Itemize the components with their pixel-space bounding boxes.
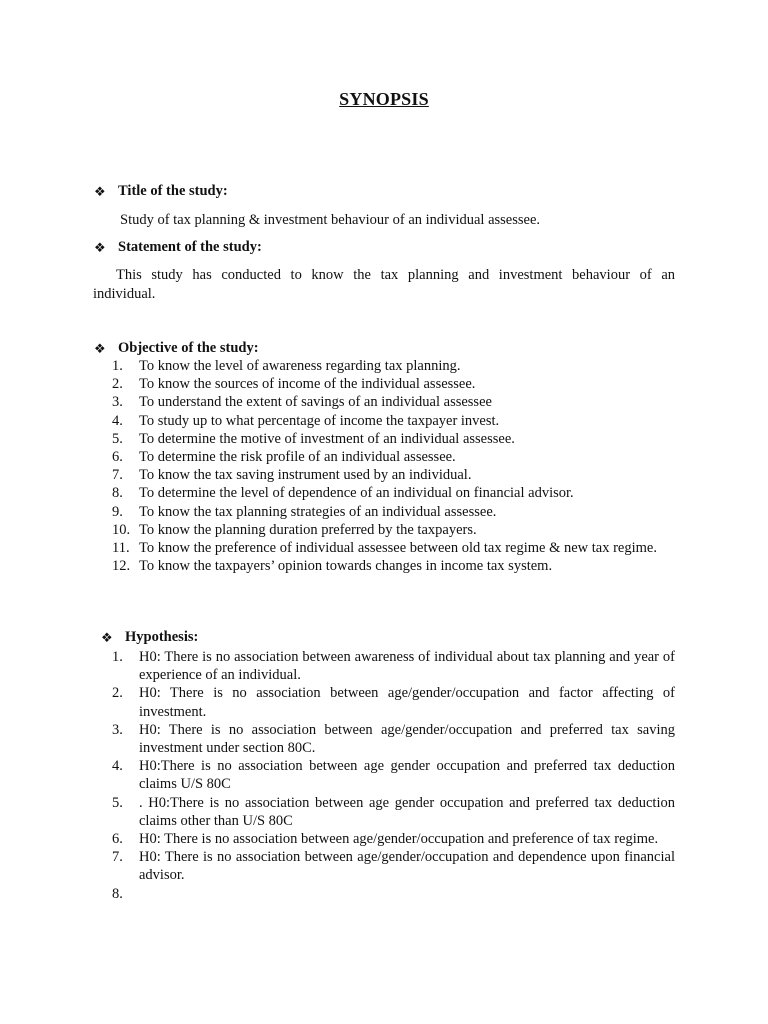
objective-item — [112, 503, 675, 521]
list-item-text: To know the planning duration preferred by the taxpayers. — [139, 521, 477, 538]
objective-item — [112, 484, 675, 502]
list-item-text: H0: There is no association between age/gender/occupation and factor affecting of investment. — [139, 685, 675, 720]
heading-text: Hypothesis: — [125, 629, 199, 645]
list-item-number: 8. — [112, 885, 123, 902]
list-item-text: H0: There is no association between age/gender/occupation and dependence upon financial advisor. — [139, 849, 675, 884]
hypothesis-item — [112, 830, 675, 848]
diamond-bullet-icon: ❖ — [94, 340, 106, 356]
diamond-bullet-icon: ❖ — [101, 629, 113, 645]
hypothesis-heading — [101, 629, 198, 646]
list-item-text: To study up to what percentage of income the taxpayer invest. — [139, 412, 500, 429]
list-item-text: H0:There is no association between age gender occupation and preferred tax deduction claims U/S 80C — [139, 758, 675, 793]
list-item-text: To know the sources of income of the individual assessee. — [139, 376, 476, 393]
list-item-text: To know the tax saving instrument used by an individual. — [139, 467, 472, 484]
list-item-number: 7. — [112, 849, 123, 866]
list-item-number: 4. — [112, 412, 123, 429]
list-item-text: H0: There is no association between awareness of individual about tax planning and year of experience of an individual. — [139, 649, 675, 684]
list-item-number: 1. — [112, 649, 123, 665]
list-item-number: 10. — [112, 521, 131, 538]
hypothesis-item — [112, 721, 675, 757]
hypothesis-item — [112, 848, 675, 884]
list-item-number: 5. — [112, 430, 123, 447]
list-item-text: To determine the motive of investment of an individual assessee. — [139, 430, 515, 447]
objective-item — [112, 375, 675, 393]
heading-text: Title of the study: — [118, 183, 228, 199]
list-item-number: 2. — [112, 376, 123, 393]
hypothesis-item — [112, 648, 675, 684]
list-item-number: 3. — [112, 721, 123, 738]
objective-item — [112, 357, 675, 375]
list-item-number: 11. — [112, 540, 130, 557]
heading-text: Objective of the study: — [118, 340, 259, 356]
list-item-text: To know the tax planning strategies of an individual assessee. — [139, 503, 497, 520]
objective-list — [112, 357, 675, 575]
statement-text-line-1: This study has conducted to know the tax planning and investment behaviour of an — [116, 267, 675, 283]
hypothesis-item — [112, 757, 675, 793]
objective-heading — [94, 340, 259, 357]
objective-item — [112, 430, 675, 448]
list-item-text — [139, 885, 675, 903]
list-item-number: 7. — [112, 467, 123, 484]
list-item-number: 9. — [112, 503, 123, 520]
list-item-number: 6. — [112, 831, 123, 848]
list-item-number: 4. — [112, 758, 123, 775]
statement-heading — [94, 239, 262, 256]
objective-item — [112, 521, 675, 539]
hypothesis-item — [112, 794, 675, 830]
list-item-text: . H0:There is no association between age gender occupation and preferred tax deduction claims other than U/S 80C — [139, 794, 675, 829]
hypothesis-item — [112, 885, 675, 903]
list-item-text: To know the taxpayers’ opinion towards changes in income tax system. — [139, 558, 553, 575]
list-item-number: 12. — [112, 558, 131, 575]
list-item-number: 3. — [112, 394, 123, 411]
objective-item — [112, 412, 675, 430]
title-of-study-text: Study of tax planning & investment behaviour of an individual assessee. — [120, 212, 541, 228]
diamond-bullet-icon: ❖ — [94, 183, 106, 199]
list-item-text: To determine the risk profile of an individual assessee. — [139, 449, 456, 466]
objective-item — [112, 393, 675, 411]
heading-text: Statement of the study: — [118, 239, 262, 255]
objective-item — [112, 539, 675, 557]
list-item-text: To determine the level of dependence of an individual on financial advisor. — [139, 485, 574, 502]
hypothesis-list — [112, 648, 675, 903]
list-item-text: To understand the extent of savings of an individual assessee — [139, 394, 492, 411]
list-item-number: 2. — [112, 685, 123, 702]
list-item-text: H0: There is no association between age/gender/occupation and preference of tax regime. — [139, 831, 659, 848]
list-item-text: To know the level of awareness regarding tax planning. — [139, 358, 461, 374]
list-item-number: 8. — [112, 485, 123, 502]
page-title: SYNOPSIS — [339, 89, 429, 109]
list-item-number: 1. — [112, 358, 123, 374]
hypothesis-item — [112, 684, 675, 720]
list-item-number: 5. — [112, 794, 123, 811]
statement-text-line-2: individual. — [93, 286, 156, 302]
objective-item — [112, 466, 675, 484]
list-item-text: To know the preference of individual assessee between old tax regime & new tax regime. — [139, 540, 657, 557]
list-item-text: H0: There is no association between age/gender/occupation and preferred tax saving investment under section 80C. — [139, 721, 675, 757]
title-of-study-heading — [94, 183, 228, 200]
objective-item — [112, 557, 675, 575]
list-item-number: 6. — [112, 449, 123, 466]
objective-item — [112, 448, 675, 466]
diamond-bullet-icon: ❖ — [94, 239, 106, 255]
